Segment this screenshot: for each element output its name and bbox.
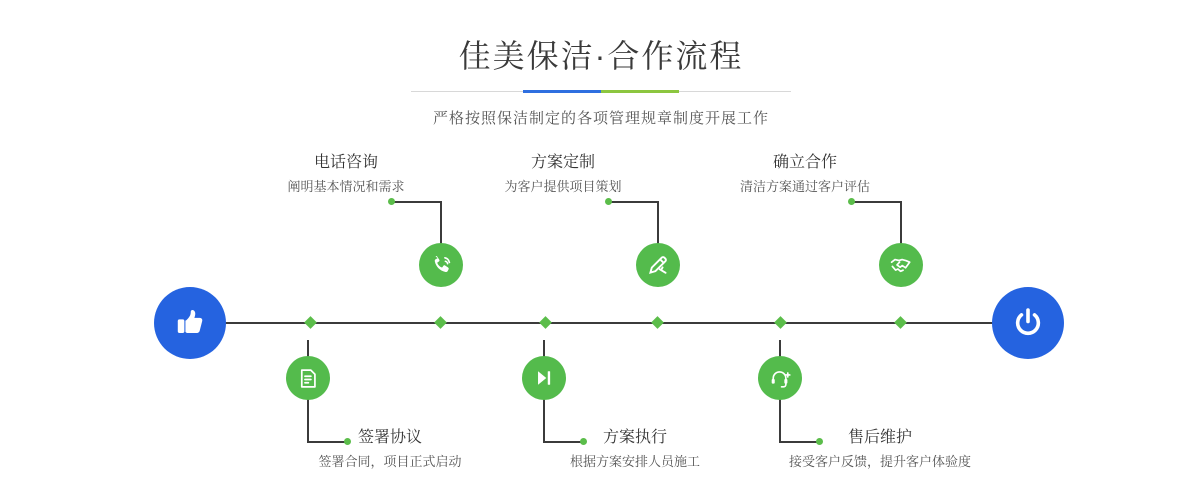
step-name-5: 确立合作 [772, 154, 837, 171]
step-desc-1: 阐明基本情况和需求 [287, 179, 405, 194]
step-desc-2: 签署合同，项目正式启动 [318, 454, 462, 469]
page-subtitle: 严格按照保洁制定的各项管理规章制度开展工作 [432, 110, 769, 127]
phone-call-icon [429, 253, 453, 277]
axis-marker-3 [539, 316, 552, 329]
connector-line-1-h [392, 201, 442, 203]
timeline-axis [160, 322, 1042, 324]
step-name-4: 方案执行 [602, 429, 667, 446]
step-label-1 [253, 152, 439, 198]
axis-marker-1 [304, 316, 317, 329]
divider-blue-segment [523, 90, 601, 93]
step-name-6: 售后维护 [847, 429, 912, 446]
timeline-end-node [992, 287, 1064, 359]
power-icon [1010, 305, 1046, 341]
step-desc-4: 根据方案安排人员施工 [569, 454, 700, 469]
step-icon-4 [522, 356, 566, 400]
step-label-3 [470, 152, 656, 198]
page-title: 佳美保洁·合作流程 [458, 38, 744, 74]
step-desc-3: 为客户提供项目策划 [504, 179, 622, 194]
step-desc-6: 接受客户反馈，提升客户体验度 [788, 454, 971, 469]
step-icon-6 [758, 356, 802, 400]
step-icon-5 [879, 243, 923, 287]
axis-marker-4 [651, 316, 664, 329]
step-icon-3 [636, 243, 680, 287]
divider-green-segment [601, 90, 679, 93]
step-name-2: 签署协议 [357, 429, 422, 446]
connector-dot-1 [388, 198, 395, 205]
connector-line-3-h [609, 201, 659, 203]
pen-ruler-icon [646, 253, 670, 277]
step-label-5 [705, 152, 905, 198]
play-forward-icon [533, 367, 555, 389]
step-icon-1 [419, 243, 463, 287]
step-label-6 [690, 427, 1070, 473]
thumbs-up-icon [173, 306, 207, 340]
step-desc-5: 清洁方案通过客户评估 [739, 179, 870, 194]
axis-marker-5 [774, 316, 787, 329]
page-header [0, 34, 1202, 128]
timeline [0, 154, 1202, 502]
step-name-1: 电话咨询 [313, 154, 378, 171]
handshake-icon [889, 253, 913, 277]
connector-line-5-h [852, 201, 902, 203]
connector-dot-5 [848, 198, 855, 205]
axis-marker-6 [894, 316, 907, 329]
connector-dot-3 [605, 198, 612, 205]
step-label-2 [255, 427, 525, 473]
headset-support-icon [769, 367, 792, 390]
step-icon-2 [286, 356, 330, 400]
axis-marker-2 [434, 316, 447, 329]
document-edit-icon [297, 367, 320, 390]
title-divider [411, 90, 791, 93]
step-name-3: 方案定制 [530, 154, 595, 171]
timeline-start-node [154, 287, 226, 359]
